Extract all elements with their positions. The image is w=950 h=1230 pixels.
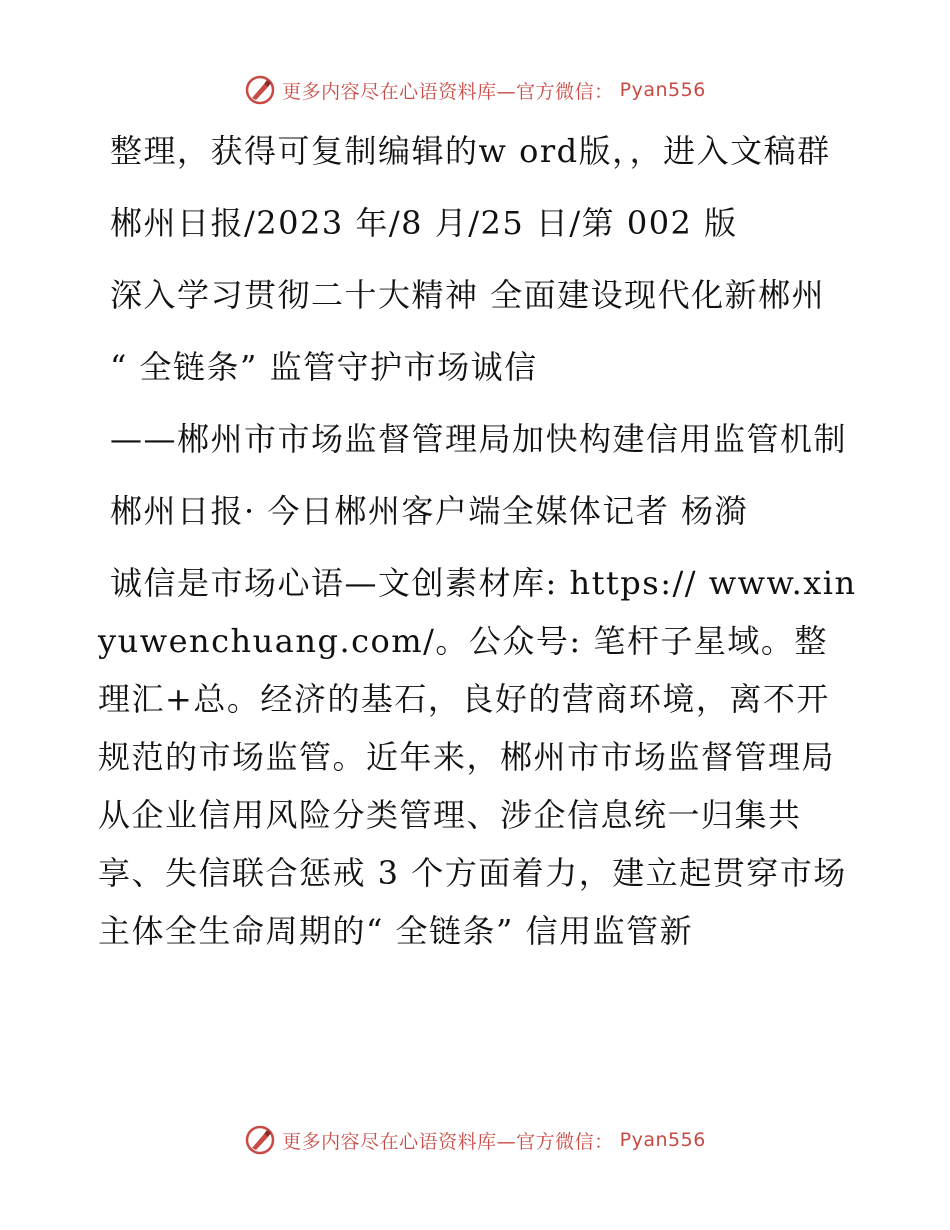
- document-body: [98, 122, 858, 960]
- paragraph-column: 深入学习贯彻二十大精神 全面建设现代化新郴州: [110, 276, 826, 314]
- watermark-contact: Pyan556: [619, 79, 706, 101]
- header-watermark: [0, 74, 950, 106]
- watermark-contact: Pyan556: [619, 1129, 706, 1151]
- pen-logo-icon: [244, 1124, 276, 1156]
- watermark-text: 更多内容尽在心语资料库—官方微信：: [282, 1130, 614, 1153]
- article-byline: 郴州日报· 今日郴州客户端全媒体记者 杨漪: [110, 492, 749, 530]
- footer-watermark: [0, 1124, 950, 1156]
- watermark-text: 更多内容尽在心语资料库—官方微信：: [282, 80, 614, 103]
- paragraph-source: 郴州日报/2023 年/8 月/25 日/第 002 版: [110, 204, 738, 242]
- article-body: 诚信是市场心语—文创素材库: https:// www.xinyuwenchuang.com/。公众号: 笔杆子星域。整理汇+总。经济的基石，良好的营商环境，离不开规范的市场监管。近年来，郴州市市场监督管理局从企业信用风险分类管理、涉企信息统一归集共享、失信联合惩戒 3 个方面着力，建立起贯穿市场主体全生命周期的“ 全链条” 信用监管新: [98, 564, 857, 950]
- article-title: “ 全链条” 监管守护市场诚信: [110, 348, 538, 386]
- paragraph-intro: 整理，获得可复制编辑的w ord版，，进入文稿群: [110, 132, 831, 170]
- pen-logo-icon: [244, 74, 276, 106]
- article-subtitle: ——郴州市市场监督管理局加快构建信用监管机制: [110, 420, 848, 458]
